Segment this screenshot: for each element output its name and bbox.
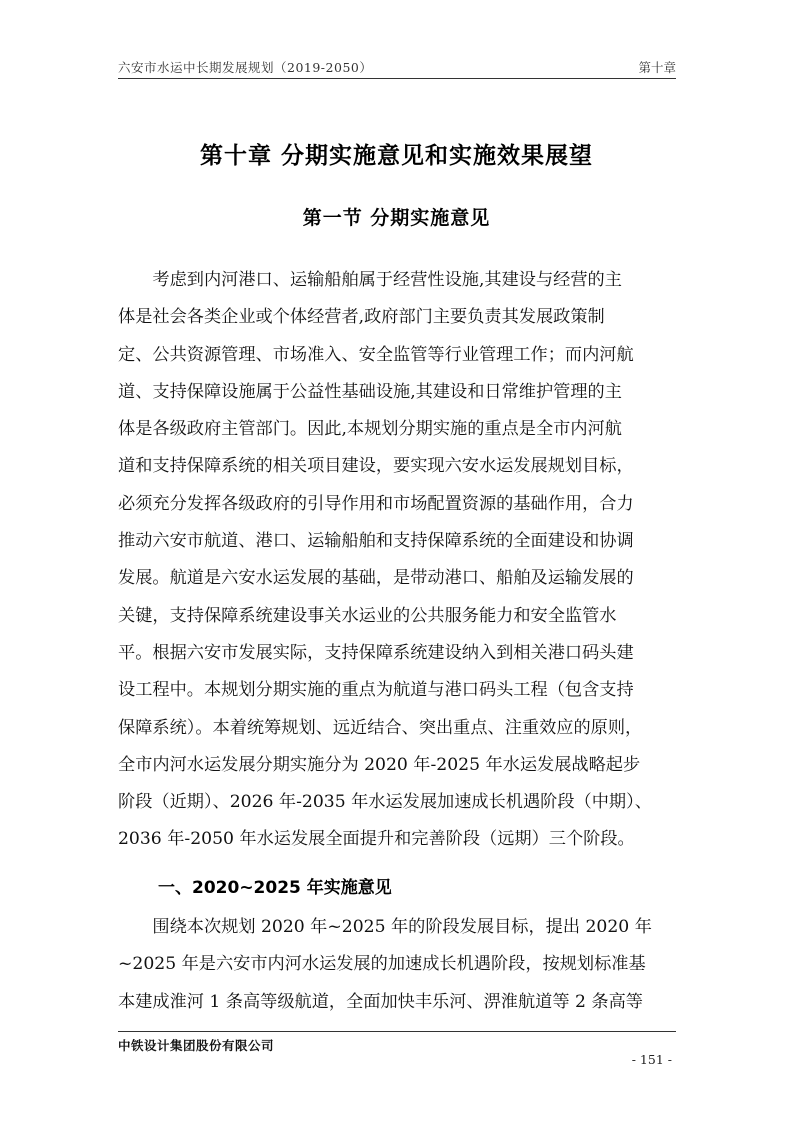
paragraph-line: 保障系统）。本着统筹规划、远近结合、突出重点、注重效应的原则，: [118, 717, 643, 738]
company-name: 中铁设计集团股份有限公司: [118, 1038, 275, 1053]
paragraph-line: 围绕本次规划 2020 年~2025 年的阶段发展目标，提出 2020 年: [118, 917, 652, 937]
paragraph-line: 体是社会各类企业或个体经营者,政府部门主要负责其发展政策制: [118, 307, 605, 328]
paragraph-line: 2036 年-2050 年水运发展全面提升和完善阶段（远期）三个阶段。: [118, 829, 635, 850]
paragraph-line: 定、公共资源管理、市场准入、安全监管等行业管理工作；而内河航: [118, 344, 634, 365]
paragraph-line: 本建成淮河 1 条高等级航道，全面加快丰乐河、淠淮航道等 2 条高等: [118, 991, 643, 1012]
paragraph-line: 推动六安市航道、港口、运输船舶和支持保障系统的全面建设和协调: [118, 531, 634, 552]
paragraph-line: 全市内河水运发展分期实施分为 2020 年-2025 年水运发展战略起步: [118, 754, 641, 775]
page-header: [118, 56, 676, 79]
paragraph-2: [118, 909, 678, 1021]
paragraph-line: 发展。航道是六安水运发展的基础，是带动港口、船舶及运输发展的: [118, 568, 634, 589]
paragraph-line: 考虑到内河港口、运输船舶属于经营性设施,其建设与经营的主: [118, 270, 622, 290]
page-number: - 151 -: [631, 1052, 672, 1067]
section-title: 第一节 分期实施意见: [302, 207, 491, 229]
paragraph-line: ~2025 年是六安市内河水运发展的加速成长机遇阶段，按规划标准基: [118, 954, 646, 975]
page-footer: [118, 1031, 676, 1072]
paragraph-1: [118, 262, 678, 859]
paragraph-line: 道和支持保障系统的相关项目建设，要实现六安水运发展规划目标，: [118, 456, 634, 477]
paragraph-line: 平。根据六安市发展实际，支持保障系统建设纳入到相关港口码头建: [118, 642, 634, 663]
paragraph-line: 设工程中。本规划分期实施的重点为航道与港口码头工程（包含支持: [118, 680, 634, 701]
paragraph-line: 体是各级政府主管部门。因此,本规划分期实施的重点是全市内河航: [118, 419, 622, 440]
chapter-title: 第十章 分期实施意见和实施效果展望: [199, 143, 593, 169]
paragraph-line: 必须充分发挥各级政府的引导作用和市场配置资源的基础作用，合力: [118, 493, 634, 514]
paragraph-line: 关键，支持保障系统建设事关水运业的公共服务能力和安全监管水: [118, 605, 617, 626]
subsection-heading: 一、2020~2025 年实施意见: [158, 878, 392, 898]
document-title: 六安市水运中长期发展规划（2019-2050）: [118, 60, 373, 75]
paragraph-line: 阶段（近期）、2026 年-2035 年水运发展加速成长机遇阶段（中期）、: [118, 792, 652, 813]
paragraph-line: 道、支持保障设施属于公益性基础设施,其建设和日常维护管理的主: [118, 381, 622, 402]
header-chapter-label: 第十章: [638, 60, 676, 75]
